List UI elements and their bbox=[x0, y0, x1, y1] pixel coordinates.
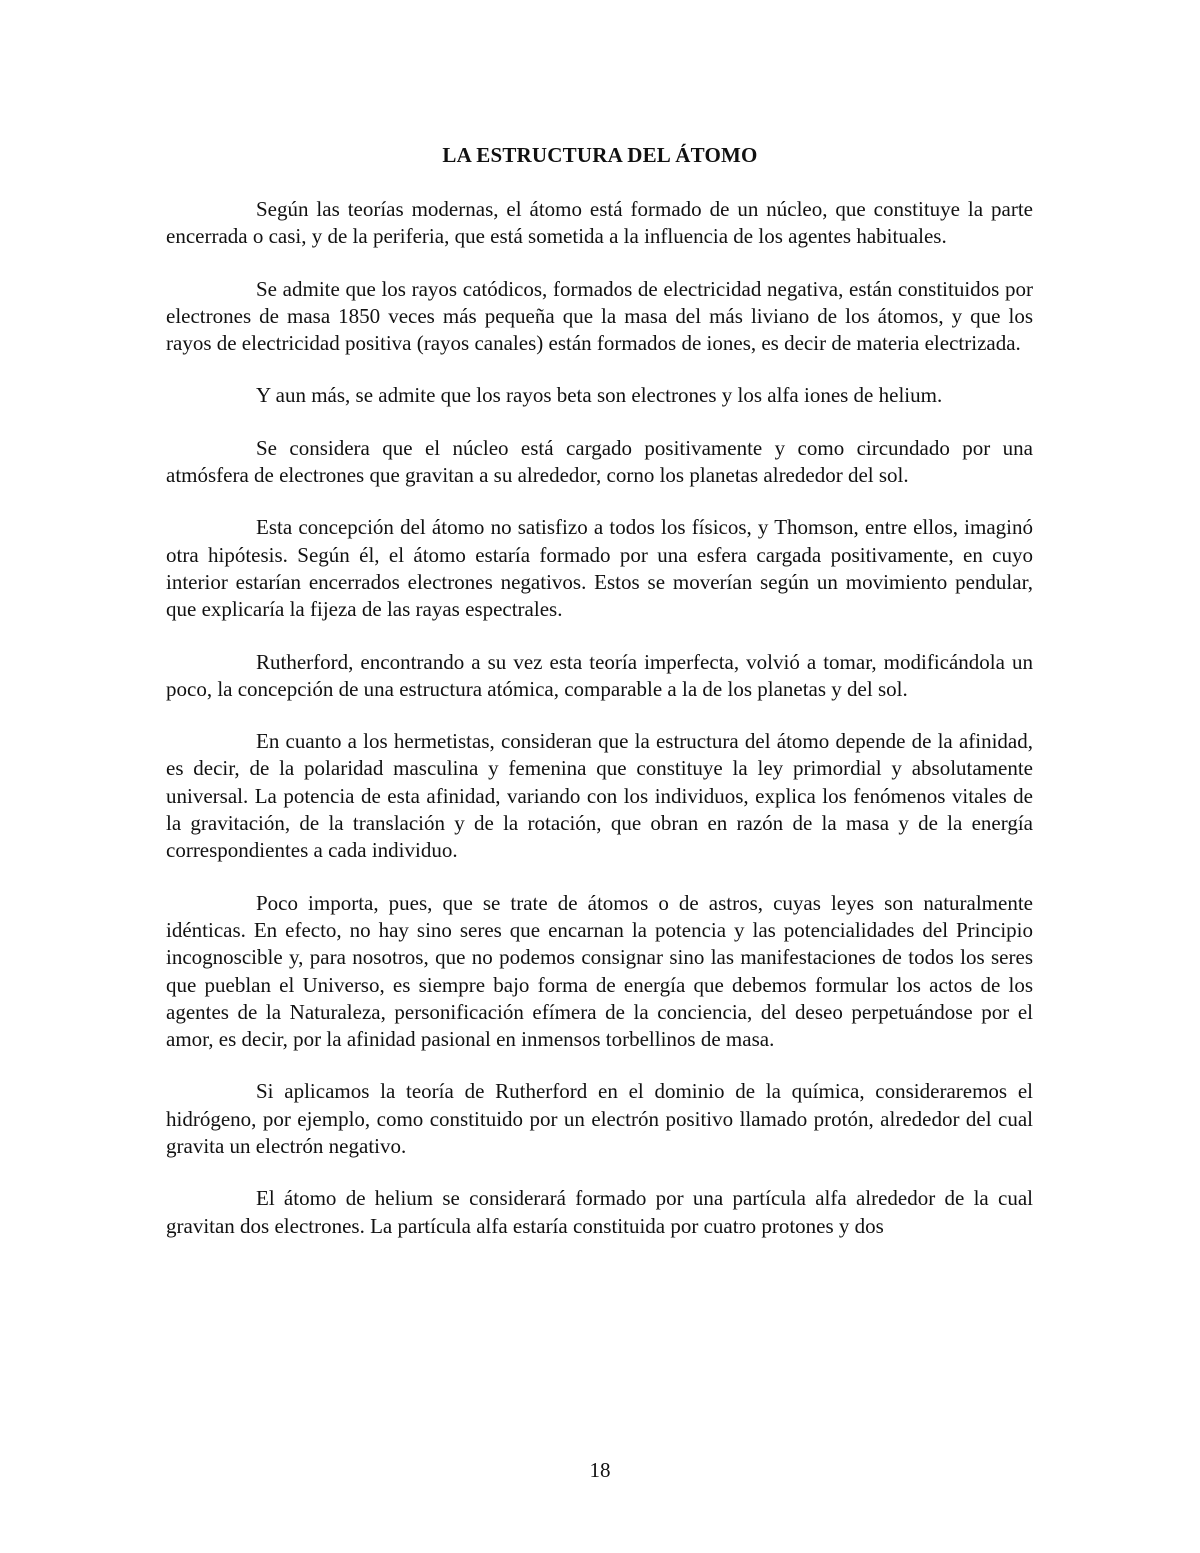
paragraph: Según las teorías modernas, el átomo está formado de un núcleo, que constituye la parte encerrada o casi, y de la periferia, que está sometida a la influencia de los agentes habituales. bbox=[166, 197, 1033, 249]
paragraph: Si aplicamos la teoría de Rutherford en el dominio de la química, consideraremos el hidrógeno, por ejemplo, como constituido por un electrón positivo llamado protón, alrededor del cual gravita un electrón negativo. bbox=[166, 1079, 1033, 1159]
page-number: 18 bbox=[589, 1458, 611, 1482]
paragraph: Esta concepción del átomo no satisfizo a todos los físicos, y Thomson, entre ellos, imaginó otra hipótesis. Según él, el átomo estaría formado por una esfera cargada positivamente, en cuyo interior estarían encerrados electrones negativos. Estos se moverían según un movimiento pendular, que explicaría la fijeza de las rayas espectrales. bbox=[166, 515, 1033, 622]
body-text bbox=[166, 196, 1033, 1265]
paragraph: Se considera que el núcleo está cargado positivamente y como circundado por una atmósfera de electrones que gravitan a su alrededor, corno los planetas alrededor del sol. bbox=[166, 435, 1033, 488]
paragraph: En cuanto a los hermetistas, consideran que la estructura del átomo depende de la afinidad, es decir, de la polaridad masculina y femenina que constituye la ley primordial y absolutamente universal. La potencia de esta afinidad, variando con los individuos, explica los fenómenos vitales de la gravitación, de la translación y de la rotación, que obran en razón de la masa y de la energía correspondientes a cada individuo. bbox=[166, 729, 1033, 863]
paragraph: Rutherford, encontrando a su vez esta teoría imperfecta, volvió a tomar, modificándola un poco, la concepción de una estructura atómica, comparable a la de los planetas y del sol. bbox=[166, 649, 1033, 701]
page-title: LA ESTRUCTURA DEL ÁTOMO bbox=[442, 143, 758, 167]
paragraph: Y aun más, se admite que los rayos beta son electrones y los alfa iones de helium. bbox=[256, 383, 943, 408]
paragraph: Poco importa, pues, que se trate de átomos o de astros, cuyas leyes son naturalmente idénticas. En efecto, no hay sino seres que encarnan la potencia y las potencialidades del Principio incognoscible y, para nosotros, que no podemos consignar sino las manifestaciones de todos los seres que pueblan el Universo, es siempre bajo forma de energía que debemos formular los actos de los agentes de la Naturaleza, personificación efímera de la conciencia, del deseo perpetuándose por el amor, es decir, por la afinidad pasional en inmensos torbellinos de masa. bbox=[166, 890, 1033, 1052]
paragraph: Se admite que los rayos catódicos, formados de electricidad negativa, están constituidos por electrones de masa 1850 veces más pequeña que la masa del más liviano de los átomos, y que los rayos de electricidad positiva (rayos canales) están formados de iones, es decir de materia electrizada. bbox=[166, 276, 1033, 356]
paragraph: El átomo de helium se considerará formado por una partícula alfa alrededor de la cual gravitan dos electrones. La partícula alfa estaría constituida por cuatro protones y dos bbox=[166, 1186, 1033, 1238]
